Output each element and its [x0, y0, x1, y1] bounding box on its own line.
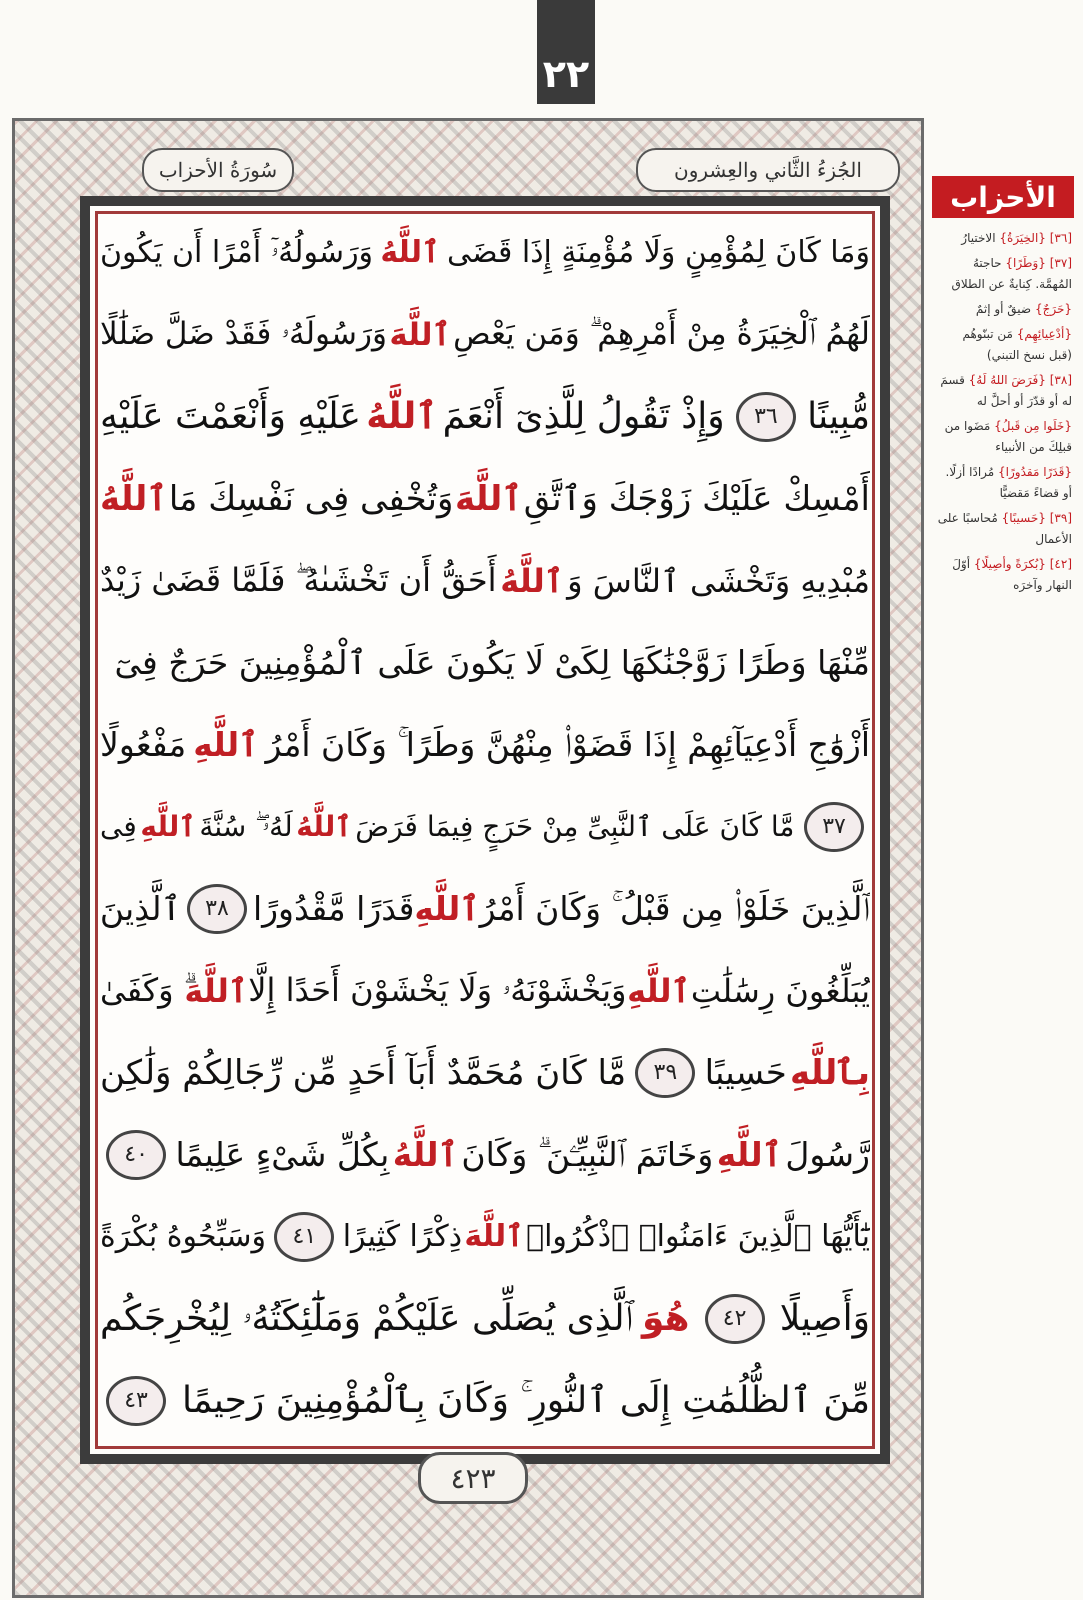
juz-name-header	[636, 148, 900, 192]
verse-text: وَرَسُولَهُۥ فَقَدْ ضَلَّ ضَلَٰلًا	[100, 316, 387, 352]
divine-name: ٱللَّهِ	[140, 810, 196, 843]
gloss-definition: حاجتهُ المُهمَّة. كِنايةٌ عن الطلاق	[951, 256, 1072, 291]
gloss-definition: أوّلَ النهار وآخرَه	[952, 557, 1072, 592]
text-line	[100, 540, 870, 621]
verse-text: ۗ وَكَفَىٰ	[100, 971, 184, 1009]
gloss-title	[932, 176, 1074, 218]
divine-name: هُوَ	[641, 1298, 690, 1339]
gloss-entry	[936, 299, 1072, 320]
ayah-number-marker: ٣٩	[635, 1048, 695, 1098]
verse-text: يُبَلِّغُونَ رِسَٰلَٰتِ	[690, 971, 870, 1010]
verse-text: وَيَخْشَوْنَهُۥ وَلَا يَخْشَوْنَ أَحَدًا إِلَّا	[248, 971, 627, 1009]
divine-name: ٱللَّهُ	[392, 1135, 458, 1174]
page-number: ٤٢٣	[450, 1461, 496, 1495]
text-line	[100, 622, 870, 703]
verse-text: أَحَقُّ أَن تَخْشَىٰهُ ۖ فَلَمَّا قَضَىٰ زَيْدٌ	[100, 561, 497, 599]
ayah-number-marker: ٤١	[274, 1212, 334, 1262]
page-number-badge	[418, 1452, 528, 1504]
divine-name: ٱللَّهُ	[296, 810, 352, 843]
gloss-term: [٤٢] {بُكرَةً وأصِيلًا}	[973, 557, 1072, 571]
verse-text: وَرَسُولُهُۥٓ أَمْرًا أَن يَكُونَ	[100, 235, 374, 270]
gloss-term: [٣٧] {وَطَرًا}	[1005, 256, 1072, 270]
verse-text: مُّبِينًا	[807, 396, 870, 437]
verse-text: حَسِيبًا	[704, 1052, 787, 1093]
gloss-term: {أدْعِيائِهِم}	[1016, 327, 1072, 341]
gloss-entry	[936, 324, 1072, 366]
divine-name: ٱللَّهِ	[627, 971, 691, 1010]
text-line	[100, 1360, 870, 1441]
verse-text: ٱلَّذِى يُصَلِّى عَلَيْكُمْ وَمَلَٰٓئِكَتُهُۥ لِيُخْرِجَكُم	[100, 1297, 633, 1339]
verse-text: مَّا كَانَ مُحَمَّدٌ أَبَآ أَحَدٍ مِّن رِّجَالِكُمْ وَلَٰكِن	[100, 1052, 627, 1093]
divine-name: ٱللَّهُ	[366, 396, 438, 437]
quran-text	[100, 212, 870, 1452]
juz-number: ٢٢	[542, 52, 590, 96]
divine-name: ٱللَّهِ	[414, 889, 480, 928]
verse-text: عَلَيْهِ وَأَنْعَمْتَ عَلَيْهِ	[100, 396, 361, 437]
gloss-term: [٣٦] {الخِيَرَةُ}	[999, 231, 1072, 245]
ayah-number-marker: ٤٣	[106, 1376, 166, 1426]
gloss-term: {قَدَرًا مَقدُورًا}	[998, 465, 1072, 479]
verse-text: بِكُلِّ شَىْءٍ عَلِيمًا	[175, 1135, 390, 1174]
gloss-definition: مَضَوا من قبلِكَ من الأنبياء	[944, 419, 1072, 454]
verse-text: أَزْوَٰجِ أَدْعِيَآئِهِمْ إِذَا قَضَوْا۟ مِنْهُنَّ وَطَرًا ۚ وَكَانَ أَمْرُ	[265, 724, 870, 764]
text-line	[100, 704, 870, 785]
juz-number-tab	[537, 0, 595, 104]
text-line	[100, 1114, 870, 1195]
divine-name: ٱللَّهُ	[100, 479, 168, 519]
verse-text: وَسَبِّحُوهُ بُكْرَةً	[100, 1219, 266, 1254]
divine-name: ٱللَّهُ	[500, 561, 564, 600]
verse-text: مَّا كَانَ عَلَى ٱلنَّبِىِّ مِنْ حَرَجٍ فِيمَا فَرَضَ	[355, 810, 795, 843]
gloss-entry	[936, 462, 1072, 504]
verse-text: مِّنْهَا وَطَرًا زَوَّجْنَٰكَهَا لِكَىْ لَا يَكُونَ عَلَى ٱلْمُؤْمِنِينَ حَرَجٌ فِىٓ	[114, 643, 870, 682]
verse-text: رَّسُولَ	[785, 1135, 870, 1174]
verse-text: مَفْعُولًا	[100, 725, 187, 764]
surah-name: سُورَةُ الأحزاب	[158, 158, 278, 182]
gloss-entry	[936, 554, 1072, 596]
divine-name: ٱللَّهَ	[389, 316, 451, 353]
divine-name: ٱللَّهَ	[184, 971, 248, 1010]
gloss-definition: ضيقٌ أو إثمٌ	[975, 302, 1035, 316]
gloss-definition: قسمَ له أو قدّرَ أو أحلَّ له	[940, 373, 1072, 408]
verse-text: وَأَصِيلًا	[779, 1298, 870, 1339]
divine-name: ٱللَّهَ	[455, 479, 523, 519]
verse-text: وَتُخْفِى فِى نَفْسِكَ مَا	[168, 478, 454, 519]
verse-text: فِى	[100, 810, 137, 843]
gloss-term: [٣٩] {حَسيبًا}	[1001, 511, 1072, 525]
gloss-term: {حَرَجٌ}	[1034, 302, 1072, 316]
ayah-number-marker: ٤٠	[106, 1130, 166, 1180]
verse-text: مِّنَ ٱلظُّلُمَٰتِ إِلَى ٱلنُّورِ ۚ وَكَانَ بِٱلْمُؤْمِنِينَ رَحِيمًا	[181, 1379, 870, 1421]
text-line	[100, 294, 870, 375]
text-line	[100, 212, 870, 293]
ayah-number-marker: ٣٧	[804, 802, 864, 852]
gloss-column	[936, 228, 1072, 600]
divine-name: ٱللَّهَ	[464, 1219, 524, 1254]
gloss-definition: مُرادًا أزلًا. أو قضاءً مَقضيًّا	[945, 465, 1072, 500]
juz-name: الجُزءُ الثَّاني والعِشرون	[674, 158, 862, 182]
gloss-term: {خَلَوا مِن قَبلُ}	[994, 419, 1072, 433]
text-line	[100, 868, 870, 949]
text-line	[100, 950, 870, 1031]
gloss-entry	[936, 253, 1072, 295]
text-line	[100, 376, 870, 457]
text-line	[100, 1196, 870, 1277]
verse-text: ٱلَّذِينَ	[100, 889, 181, 928]
gloss-entry	[936, 416, 1072, 458]
verse-text: مُبْدِيهِ وَتَخْشَى ٱلنَّاسَ وَ	[567, 561, 870, 600]
verse-text: لَهُۥ ۖ سُنَّةَ	[199, 809, 293, 843]
verse-text: وَمَا كَانَ لِمُؤْمِنٍ وَلَا مُؤْمِنَةٍ إِذَا قَضَى	[446, 235, 870, 270]
gloss-definition: مُحاسبًا على الأعمال	[937, 511, 1072, 546]
gloss-entry	[936, 228, 1072, 249]
gloss-term: [٣٨] {فَرَضَ اللهُ لَهُ}	[968, 373, 1072, 387]
divine-name: بِٱللَّهِ	[790, 1053, 870, 1093]
gloss-entry	[936, 508, 1072, 550]
verse-text: يَٰٓأَيُّهَا ٱلَّذِينَ ءَامَنُوا۟ ٱذْكُرُوا۟	[526, 1219, 870, 1254]
verse-text: وَإِذْ تَقُولُ لِلَّذِىٓ أَنْعَمَ	[442, 396, 725, 437]
divine-name: ٱللَّهِ	[716, 1135, 782, 1174]
verse-text: وَخَاتَمَ ٱلنَّبِيِّـۧنَ ۗ وَكَانَ	[461, 1134, 714, 1174]
gloss-title-text: الأحزاب	[950, 180, 1056, 214]
verse-text: ٱلَّذِينَ خَلَوْا۟ مِن قَبْلُ ۚ وَكَانَ أَمْرُ	[479, 888, 870, 928]
divine-name: ٱللَّهِ	[193, 725, 259, 764]
verse-text: لَهُمُ ٱلْخِيَرَةُ مِنْ أَمْرِهِمْ ۗ وَمَن يَعْصِ	[453, 316, 870, 352]
gloss-definition: مَن تبنّوهُم (قبل نسخ التبني)	[962, 327, 1072, 362]
gloss-definition: الاختيارُ	[961, 231, 1000, 245]
gloss-entry	[936, 370, 1072, 412]
text-line	[100, 786, 870, 867]
verse-text: ذِكْرًا كَثِيرًا	[342, 1219, 463, 1254]
divine-name: ٱللَّهُ	[380, 235, 440, 270]
verse-text: أَمْسِكْ عَلَيْكَ زَوْجَكَ وَٱتَّقِ	[523, 479, 870, 519]
text-line	[100, 1032, 870, 1113]
text-line	[100, 458, 870, 539]
text-line	[100, 1278, 870, 1359]
surah-name-header	[142, 148, 294, 192]
ayah-number-marker: ٤٢	[705, 1294, 765, 1344]
ayah-number-marker: ٣٨	[187, 884, 247, 934]
verse-text: قَدَرًا مَّقْدُورًا	[252, 889, 415, 928]
ayah-number-marker: ٣٦	[736, 392, 796, 442]
